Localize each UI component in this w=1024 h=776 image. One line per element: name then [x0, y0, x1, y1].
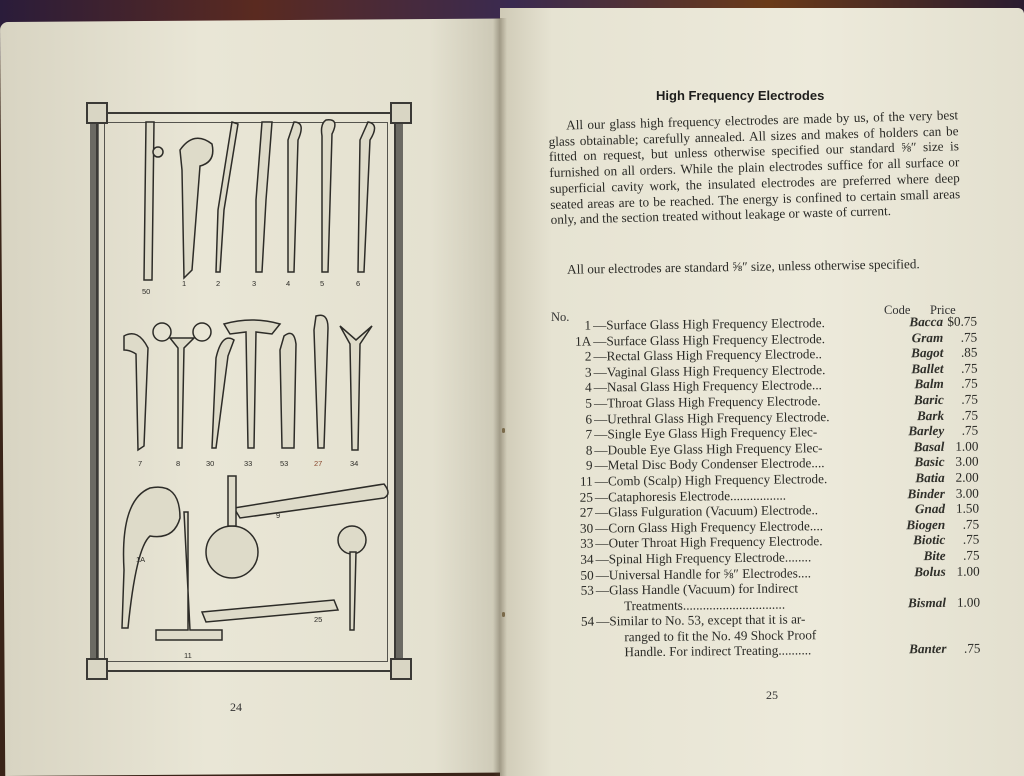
electrode-2 [216, 122, 238, 272]
code-column-header: Code [884, 303, 910, 318]
item-code: Bagot [881, 345, 943, 362]
electrode-34 [340, 326, 372, 450]
item-no: 9 [552, 458, 592, 474]
illus-label: 11 [184, 651, 192, 660]
item-price: .75 [942, 392, 978, 408]
illus-label: 5 [320, 279, 324, 288]
electrode-7 [124, 334, 148, 450]
item-desc: Handle. For indirect Treating.......... [624, 643, 811, 661]
page-title: High Frequency Electrodes [656, 88, 824, 103]
illus-label: 1A [136, 555, 145, 564]
item-price: .85 [941, 345, 977, 361]
number-column-header: No. [551, 310, 569, 325]
item-price: .75 [941, 360, 977, 376]
item-desc: —Glass Fulguration (Vacuum) Electrode.. [595, 502, 818, 520]
item-no: 34 [553, 551, 593, 567]
illus-label: 6 [356, 279, 360, 288]
item-desc: —Surface Glass High Frequency Electrode. [593, 315, 825, 333]
illus-label: 4 [286, 279, 290, 288]
item-desc: —Glass Handle (Vacuum) for Indirect [596, 581, 798, 599]
item-desc: Treatments............................... [624, 596, 785, 614]
illus-label: 9 [276, 511, 280, 520]
item-code: Biotic [883, 532, 945, 549]
item-no: 50 [554, 567, 594, 583]
illus-label: 3 [252, 279, 256, 288]
illus-label: 25 [314, 615, 322, 624]
illus-label: 30 [206, 459, 214, 468]
item-no: 1 [551, 318, 591, 334]
book-gutter [493, 18, 507, 776]
item-desc: —Urethral Glass High Frequency Electrode. [594, 409, 830, 427]
item-price: .75 [943, 547, 979, 563]
illus-label: 7 [138, 459, 142, 468]
item-desc: —Surface Glass High Frequency Electrode. [593, 331, 825, 349]
item-desc: —Corn Glass High Frequency Electrode.... [595, 518, 823, 536]
electrode-27 [314, 315, 328, 448]
electrode-6 [358, 122, 375, 272]
electrode-8-ring-right [193, 323, 211, 341]
item-price: 1.50 [943, 501, 979, 517]
electrode-4 [288, 122, 301, 272]
item-code: Barley [882, 423, 944, 440]
item-desc: —Universal Handle for ⅝″ Electrodes.... [596, 565, 811, 583]
item-code: Binder [883, 485, 945, 502]
electrode-3 [256, 122, 272, 272]
electrode-5 [322, 120, 335, 272]
binding-stitch [502, 428, 505, 433]
item-code: Gnad [883, 501, 945, 518]
item-price: 1.00 [942, 438, 978, 454]
item-price: .75 [943, 516, 979, 532]
size-note-paragraph: All our electrodes are standard ⅝″ size, unless otherwise specified. [549, 256, 959, 278]
item-code: Bismal [884, 595, 946, 612]
item-no: 1A [551, 333, 591, 349]
item-desc: —Spinal High Frequency Electrode........ [595, 549, 811, 567]
item-code [884, 610, 946, 611]
illus-label: 53 [280, 459, 288, 468]
item-no: 8 [552, 442, 592, 458]
item-no: 2 [551, 349, 591, 365]
illus-label: 50 [142, 287, 150, 296]
item-no: 5 [552, 396, 592, 412]
electrode-9-disc [206, 526, 258, 578]
electrode-53 [280, 333, 296, 448]
item-code: Balm [882, 376, 944, 393]
item-desc: —Metal Disc Body Condenser Electrode.... [594, 455, 824, 473]
item-price: 3.00 [942, 454, 978, 470]
item-code: Banter [884, 641, 946, 658]
electrode-50 [144, 122, 154, 280]
item-code: Biogen [883, 517, 945, 534]
illus-label: 1 [182, 279, 186, 288]
item-price: .75 [943, 532, 979, 548]
item-no: 11 [553, 474, 593, 490]
item-code: Bark [882, 407, 944, 424]
electrode-1 [180, 138, 213, 278]
item-no: 25 [553, 489, 593, 505]
electrode-1A [122, 487, 180, 628]
illus-label: 27 [314, 459, 322, 468]
item-desc: —Vaginal Glass High Frequency Electrode. [593, 362, 825, 380]
item-desc: ranged to fit the No. 49 Shock Proof [624, 627, 816, 645]
binding-stitch [502, 612, 505, 617]
item-no: 4 [552, 380, 592, 396]
electrode-9-handle [234, 484, 388, 518]
item-code: Basic [882, 454, 944, 471]
item-price: 1.00 [944, 594, 980, 610]
item-desc: —Rectal Glass High Frequency Electrode.. [593, 346, 822, 364]
item-price: .75 [942, 376, 978, 392]
intro-paragraph: All our glass high frequency electrodes are made by us, of the very best glass obtainable; carefully annealed. All sizes and makes of holders can be fitted on request, but unless otherwise specified our standard ⅝″ size is furnished on all orders. While the plain electrodes suffice for all surface or superficial cavity work, the insulated electrodes are preferred where deep seated areas are to be reached. The energy is confined to certain small areas only, and the section treated without leakage or waste of current. [548, 107, 961, 228]
item-price: .75 [944, 641, 980, 657]
item-no: 7 [552, 427, 592, 443]
item-code: Baric [882, 392, 944, 409]
electrode-8-ring-left [153, 323, 171, 341]
item-desc: —Nasal Glass High Frequency Electrode... [594, 378, 822, 396]
item-code: Ballet [881, 361, 943, 378]
item-code: Batia [883, 470, 945, 487]
item-desc: —Single Eye Glass High Frequency Elec- [594, 424, 817, 442]
item-no: 53 [554, 583, 594, 599]
illus-label: 33 [244, 459, 252, 468]
item-desc: —Similar to No. 53, except that it is ar- [596, 612, 805, 630]
item-price: .75 [942, 407, 978, 423]
item-no: 27 [553, 505, 593, 521]
item-code: Bite [883, 548, 945, 565]
electrode-30 [212, 338, 234, 448]
item-code [884, 626, 946, 627]
item-price: 2.00 [943, 469, 979, 485]
item-no: 54 [554, 614, 594, 630]
item-price: .75 [941, 329, 977, 345]
item-price: .75 [942, 423, 978, 439]
item-desc: —Cataphoresis Electrode................. [595, 487, 786, 505]
electrode-25-stem [350, 552, 356, 630]
page-number-right: 25 [766, 688, 778, 703]
electrode-25-bulb [338, 526, 366, 554]
electrode-8 [170, 338, 194, 448]
item-code [884, 579, 946, 580]
item-code: Bolus [884, 563, 946, 580]
item-no: 3 [551, 364, 591, 380]
price-list [551, 313, 985, 661]
item-desc: —Double Eye Glass High Frequency Elec- [594, 440, 822, 458]
item-code: Bacca [881, 314, 943, 331]
item-price: 3.00 [943, 485, 979, 501]
item-no: 30 [553, 520, 593, 536]
item-price: $0.75 [941, 314, 977, 330]
item-price: 1.00 [944, 563, 980, 579]
electrode-9-stem [228, 476, 236, 526]
electrode-50-clamp [153, 147, 163, 157]
item-no: 6 [552, 411, 592, 427]
item-desc: —Comb (Scalp) High Frequency Electrode. [595, 471, 828, 489]
illus-label: 8 [176, 459, 180, 468]
illus-label: 2 [216, 279, 220, 288]
electrode-plate [84, 100, 412, 684]
item-code: Basal [882, 439, 944, 456]
item-code: Gram [881, 329, 943, 346]
illus-label: 34 [350, 459, 358, 468]
item-desc: —Throat Glass High Frequency Electrode. [594, 393, 821, 411]
price-column-header: Price [930, 303, 956, 318]
electrodes-illustration [84, 100, 412, 684]
item-no: 33 [553, 536, 593, 552]
item-desc: —Outer Throat High Frequency Electrode. [595, 533, 822, 551]
page-number-left: 24 [230, 700, 242, 715]
